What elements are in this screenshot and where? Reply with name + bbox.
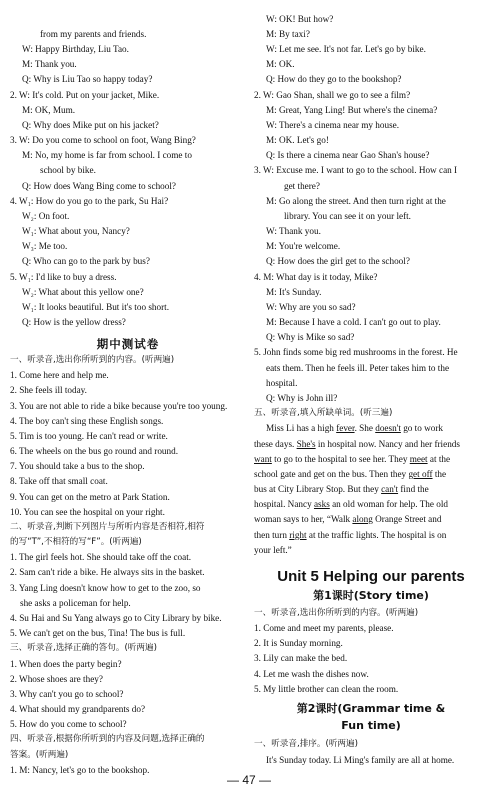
answer-word: She's <box>296 439 316 449</box>
instruction-line: 一、听录音,选出你所听到的内容。(听两遍) <box>10 355 175 365</box>
text-line: Q: How is the yellow dress? <box>22 317 126 327</box>
text-segment: then turn <box>254 530 290 540</box>
answer-word: get off <box>408 469 433 479</box>
text-line: W: OK! But how? <box>266 14 334 24</box>
text-line: 8. Take off that small coat. <box>10 476 108 486</box>
lesson-heading: Fun time) <box>341 719 401 732</box>
cloze-line <box>266 422 443 434</box>
text-line: 3. W: Do you come to school on foot, Wang Bing? <box>10 135 196 145</box>
text-line: 1. Come and meet my parents, please. <box>254 623 394 633</box>
text-segment: . She <box>354 423 376 433</box>
section-heading: 期中测试卷 <box>96 337 160 351</box>
text-line: Q: Why is Liu Tao so happy today? <box>22 74 153 84</box>
answer-word: meet <box>409 454 428 464</box>
text-line: 3. W: Excuse me. I want to go to the school. How can I <box>254 165 458 175</box>
text-line: 2. W: It's cold. Put on your jacket, Mike. <box>10 90 160 100</box>
text-line: 4. The boy can't sing these English songs. <box>10 416 164 426</box>
cloze-line <box>254 453 450 465</box>
text-line: 3. You are not able to ride a bike because you're too young. <box>10 401 228 411</box>
instruction-line: 五、听录音,填入所缺单词。(听三遍) <box>254 408 393 418</box>
text-line: 5. John finds some big red mushrooms in the forest. He <box>254 347 458 357</box>
text-line: 3. Lily can make the bed. <box>254 653 348 663</box>
text-segment: the <box>432 469 447 479</box>
instruction-line: 答案。(听两遍) <box>10 750 69 760</box>
text-line: library. You can see it on your left. <box>284 211 411 221</box>
text-line: W: There's a cinema near my house. <box>266 120 400 130</box>
text-line: 1. Come here and help me. <box>10 370 109 380</box>
text-line: W: Why are you so sad? <box>266 302 356 312</box>
instruction-line: 四、听录音,根据你所听到的内容及问题,选择正确的 <box>10 734 205 744</box>
text-line: hospital. <box>266 378 298 388</box>
text-line: Q: Is there a cinema near Gao Shan's house? <box>266 150 430 160</box>
text-line: Q: How does Wang Bing come to school? <box>22 181 176 191</box>
text-line: W: Let me see. It's not far. Let's go by bike. <box>266 44 426 54</box>
text-line: 4. Let me wash the dishes now. <box>254 669 369 679</box>
text-line: 2. Sam can't ride a bike. He always sits in the basket. <box>10 567 205 577</box>
instruction-line: 二、听录音,判断下列图片与所听内容是否相符,相符 <box>10 522 205 532</box>
text-line: Q: How does the girl get to the school? <box>266 256 410 266</box>
instruction-line: 一、听录音,排序。(听两遍) <box>254 739 358 749</box>
text-line: 5. How do you come to school? <box>10 719 127 729</box>
answer-word: can't <box>381 484 399 494</box>
text-segment: Orange Street and <box>372 514 442 524</box>
text-segment: at the traffic lights. The hospital is on <box>306 530 447 540</box>
text-line: W₂: What about this yellow one? <box>22 287 144 297</box>
text-segment: in hospital now. Nancy and her friends <box>315 439 460 449</box>
text-line: M: Because I have a cold. I can't go out to play. <box>266 317 441 327</box>
text-line: M: You're welcome. <box>266 241 341 251</box>
text-line: eats them. Then he feels ill. Peter takes him to the <box>266 363 450 373</box>
answer-word: doesn't <box>375 423 401 433</box>
text-line: It's Sunday today. Li Ming's family are all at home. <box>266 755 455 765</box>
text-line: get there? <box>284 181 320 191</box>
text-line: W₃: Me too. <box>22 241 68 251</box>
text-line: M: By taxi? <box>266 29 310 39</box>
text-line: 1. The girl feels hot. She should take off the coat. <box>10 552 192 562</box>
text-line: 4. M: What day is it today, Mike? <box>254 272 378 282</box>
text-line: 2. It is Sunday morning. <box>254 638 343 648</box>
text-line: 1. When does the party begin? <box>10 659 122 669</box>
text-line: 5. W₁: I'd like to buy a dress. <box>10 272 117 282</box>
text-line: 9. You can get on the metro at Park Station. <box>10 492 170 502</box>
text-line: M: Thank you. <box>22 59 77 69</box>
instruction-line: 的写“T”,不相符的写“F”。(听两遍) <box>10 537 142 547</box>
text-line: W: Thank you. <box>266 226 321 236</box>
text-line: school by bike. <box>40 165 96 175</box>
cloze-line <box>254 468 446 480</box>
text-line: 4. Su Hai and Su Yang always go to City Library by bike. <box>10 613 222 623</box>
cloze-line <box>254 438 460 450</box>
text-line: 5. Tim is too young. He can't read or write. <box>10 431 168 441</box>
text-line: 3. Why can't you go to school? <box>10 689 124 699</box>
text-line: M: Great, Yang Ling! But where's the cinema? <box>266 105 438 115</box>
text-line: M: OK. <box>266 59 295 69</box>
lesson-heading: 第1课时(Story time) <box>313 589 429 602</box>
answer-word: along <box>352 514 373 524</box>
text-segment: these days. <box>254 439 297 449</box>
text-line: 5. My little brother can clean the room. <box>254 684 399 694</box>
text-line: 7. You should take a bus to the shop. <box>10 461 145 471</box>
answer-word: asks <box>313 499 330 509</box>
text-segment: Miss Li has a high <box>266 423 337 433</box>
cloze-line <box>254 544 292 556</box>
text-segment: bus at City Library Stop. But they <box>254 484 382 494</box>
text-line: 2. She feels ill today. <box>10 385 87 395</box>
text-line: W₁: What about you, Nancy? <box>22 226 130 236</box>
text-line: she asks a policeman for help. <box>20 598 131 608</box>
text-line: 3. Yang Ling doesn't know how to get to the zoo, so <box>10 583 201 593</box>
text-line: 6. The wheels on the bus go round and round. <box>10 446 178 456</box>
text-segment: school gate and get on the bus. Then they <box>254 469 409 479</box>
answer-word: right <box>289 530 307 540</box>
text-line: W₁: It looks beautiful. But it's too short. <box>22 302 169 312</box>
text-line: 1. M: Nancy, let's go to the bookshop. <box>10 765 150 775</box>
text-line: 10. You can see the hospital on your right. <box>10 507 165 517</box>
text-line: M: OK. Let's go! <box>266 135 329 145</box>
text-segment: an old woman for help. The old <box>329 499 449 509</box>
cloze-line <box>254 483 429 495</box>
text-segment: go to work <box>400 423 443 433</box>
text-line: Q: Why is John ill? <box>266 393 338 403</box>
unit-heading: Unit 5 Helping our parents <box>277 568 465 585</box>
text-line: Q: Why is Mike so sad? <box>266 332 355 342</box>
page-number: — 47 — <box>226 773 271 787</box>
answer-word: want <box>254 454 272 464</box>
cloze-line <box>254 513 441 525</box>
text-line: Q: Why does Mike put on his jacket? <box>22 120 159 130</box>
text-line: W: Happy Birthday, Liu Tao. <box>22 44 129 54</box>
text-segment: at the <box>427 454 451 464</box>
lesson-heading: 第2课时(Grammar time & <box>296 702 446 715</box>
text-line: 2. Whose shoes are they? <box>10 674 103 684</box>
text-line: 2. W: Gao Shan, shall we go to see a film? <box>254 90 411 100</box>
text-line: M: Go along the street. And then turn right at the <box>266 196 446 206</box>
cloze-line <box>254 498 448 510</box>
text-line: 4. W₁: How do you go to the park, Su Hai? <box>10 196 169 206</box>
instruction-line: 一、听录音,选出你所听到的内容。(听两遍) <box>254 608 419 618</box>
text-segment: your left.” <box>254 545 292 555</box>
text-line: M: OK, Mum. <box>22 105 76 115</box>
text-line: from my parents and friends. <box>40 29 147 39</box>
text-segment: find the <box>398 484 429 494</box>
text-line: W₂: On foot. <box>22 211 70 221</box>
text-line: Q: How do they go to the bookshop? <box>266 74 402 84</box>
text-line: M: It's Sunday. <box>266 287 322 297</box>
text-segment: to go to the hospital to see her. They <box>271 454 410 464</box>
cloze-line <box>254 529 446 541</box>
text-line: M: No, my home is far from school. I come to <box>22 150 192 160</box>
text-segment: hospital. Nancy <box>254 499 314 509</box>
text-line: 4. What should my grandparents do? <box>10 704 146 714</box>
text-line: Q: Who can go to the park by bus? <box>22 256 150 266</box>
instruction-line: 三、听录音,选择正确的答句。(听两遍) <box>10 643 157 653</box>
answer-word: fever <box>336 423 355 433</box>
text-segment: woman says to her, “Walk <box>254 514 353 524</box>
text-line: 5. We can't get on the bus, Tina! The bus is full. <box>10 628 186 638</box>
